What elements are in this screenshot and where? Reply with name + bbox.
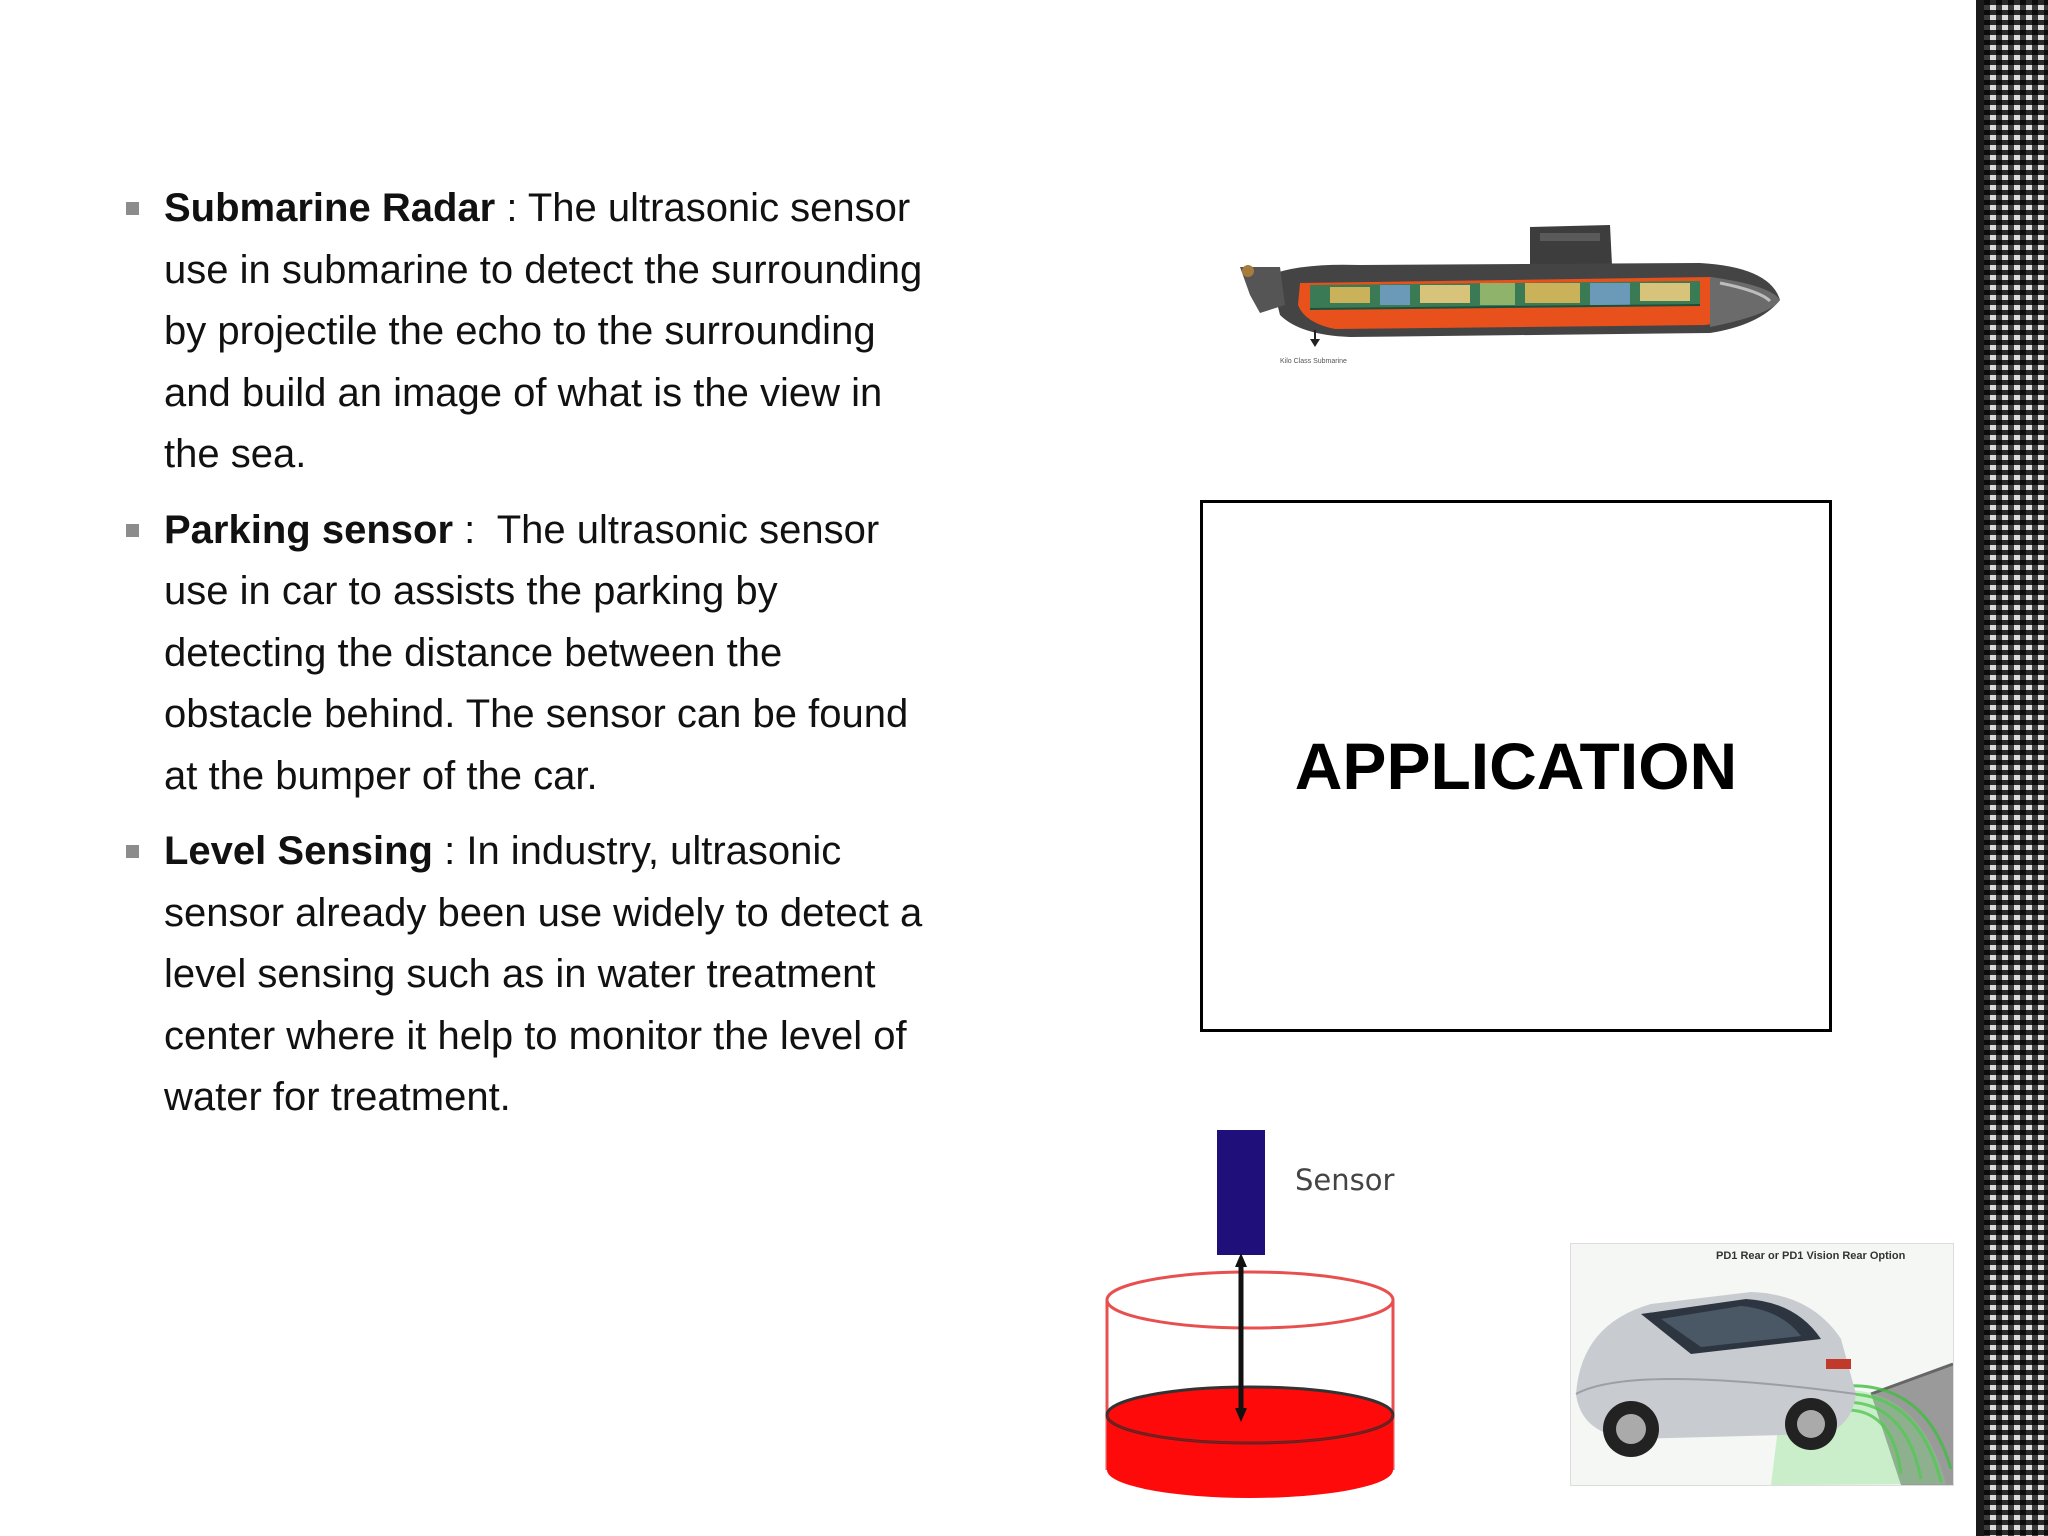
border-pattern	[1984, 0, 2048, 1536]
bullet-item-parking-sensor	[126, 500, 926, 808]
bullet-marker	[126, 524, 139, 537]
border-edge	[1976, 0, 1984, 1536]
sensor-block	[1217, 1130, 1265, 1255]
submarine-image	[1240, 205, 1790, 365]
slide-title: APPLICATION	[1294, 729, 1738, 803]
bullet-item-level-sensing	[126, 821, 926, 1129]
bullet-list	[126, 178, 926, 1143]
title-box	[1200, 500, 1832, 1032]
car-image	[1570, 1243, 1954, 1486]
submarine-caption: Kilo Class Submarine	[1280, 358, 1347, 365]
car-image-caption: PD1 Rear or PD1 Vision Rear Option	[1716, 1250, 1906, 1262]
bullet-term: Level Sensing	[164, 829, 433, 873]
bullet-text: : The ultrasonic sensor use in submarine to detect the surrounding by projectile the echo to the surrounding and build an image of what is the view in the sea.	[164, 186, 923, 476]
bullet-term: Submarine Radar	[164, 186, 496, 230]
decorative-border	[1976, 0, 2048, 1536]
bullet-text: : The ultrasonic sensor use in car to assists the parking by detecting the distance between the obstacle behind. The sensor can be found at the bumper of the car.	[164, 507, 920, 798]
bullet-item-submarine-radar	[126, 178, 926, 486]
bullet-text: : In industry, ultrasonic sensor already been use widely to detect a level sensing such as in water treatment center where it help to monitor the level of water for treatment.	[164, 829, 923, 1119]
level-sensing-diagram	[1090, 1120, 1430, 1500]
bullet-term: Parking sensor	[164, 507, 454, 552]
bullet-marker	[126, 202, 139, 215]
bullet-marker	[126, 845, 139, 858]
sensor-label: Sensor	[1295, 1163, 1395, 1197]
